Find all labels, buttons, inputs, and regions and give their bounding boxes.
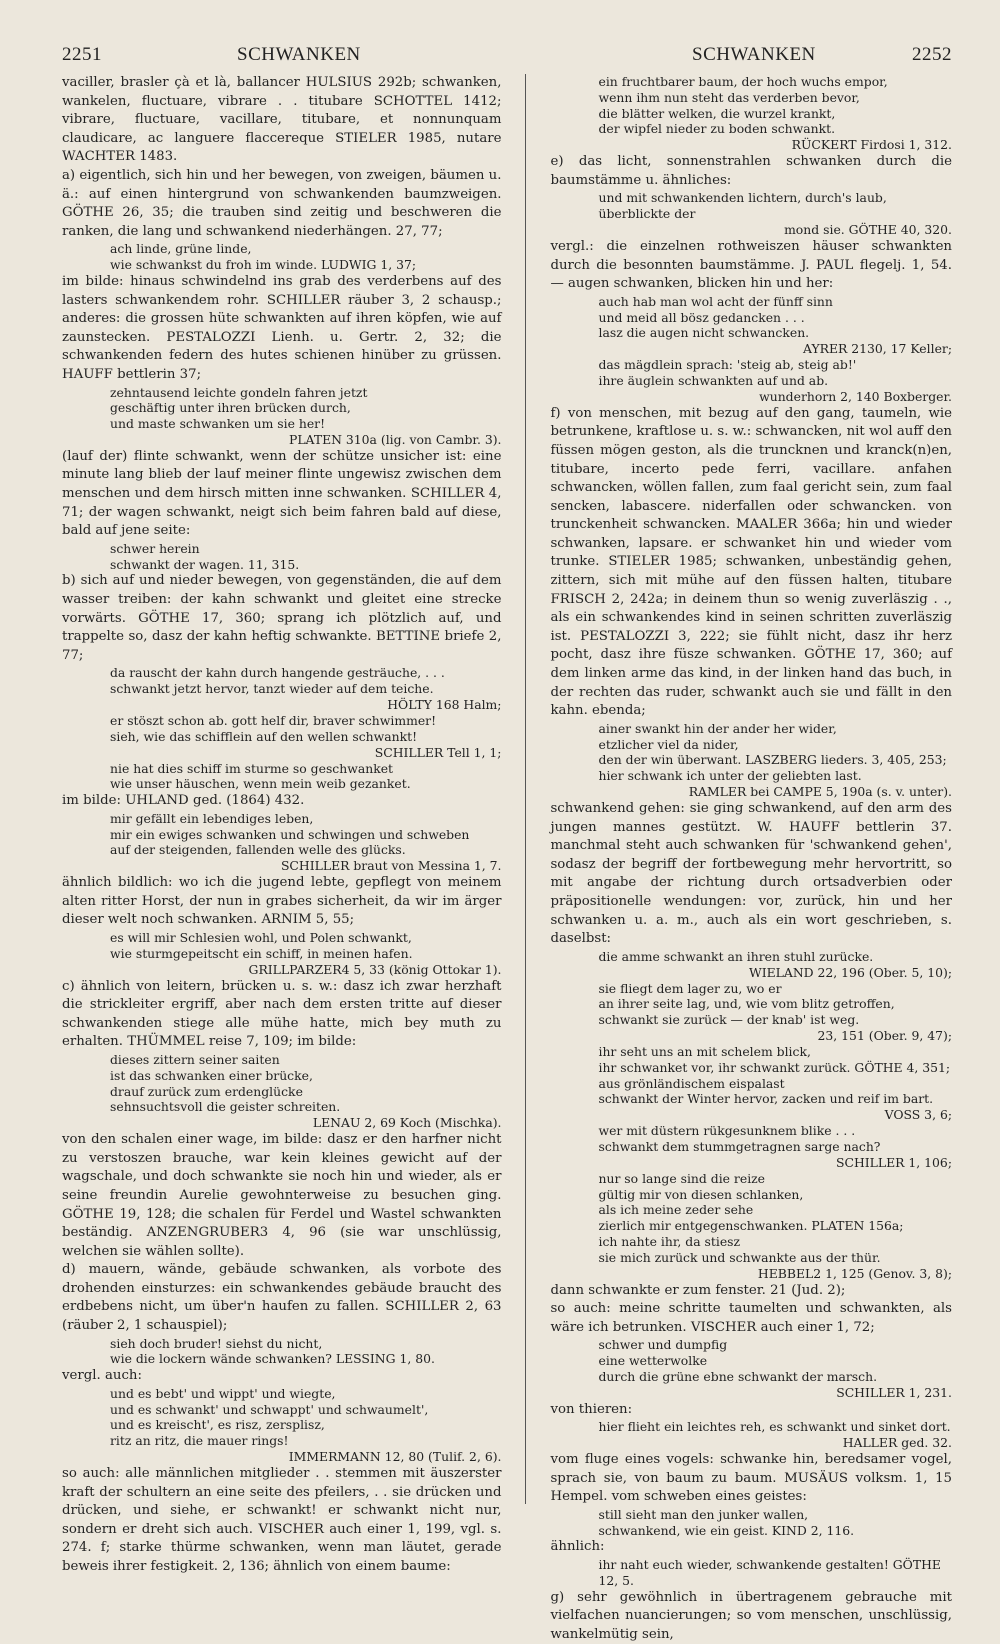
- verse-line: auch hab man wol acht der fünff sinn: [598, 293, 833, 309]
- verse-line: schwer und dumpfig: [598, 1337, 728, 1353]
- verse-line: den der win überwant. LASZBERG lieders. 3, 405, 253;: [598, 752, 947, 768]
- verse-line: wer mit düstern rükgesunknem blike . . .: [598, 1123, 856, 1139]
- entry-paragraph: im bilde: hinaus schwindelnd ins grab des verderbens auf des lasters schwankendem rohr. SCHILLER räuber 3, 2 schausp.; anderes: die grossen hüte schwankten auf ihren köpfen, wie auf zaunstecken. PESTALOZZI Lienh. u. Gertr. 2, 32; die schwankenden federn des hutes schienen hinüber zu grüssen. HAUFF bettlerin 37;: [62, 273, 502, 382]
- verse-line: wenn ihm nun steht das verderben bevor,: [598, 89, 860, 105]
- entry-paragraph: vergl. auch:: [62, 1368, 142, 1384]
- citation-line: WIELAND 22, 196 (Ober. 5, 10);: [748, 964, 952, 980]
- entry-paragraph: b) sich auf und nieder bewegen, von gegenständen, die auf dem wasser treiben: der kahn schwankt und gleitet eine strecke vorwärts. GÖTHE 17, 360; sprang ich plötzlich auf, und trappelte so, dasz der kahn heftig schwankte. BETTINE briefe 2, 77;: [62, 573, 502, 663]
- entry-paragraph: von thieren:: [550, 1401, 633, 1417]
- verse-line: aus grönländischem eispalast: [598, 1075, 785, 1091]
- verse-line: ach linde, grüne linde,: [110, 241, 252, 257]
- verse-line: an ihrer seite lag, und, wie vom blitz getroffen,: [598, 996, 895, 1012]
- citation-line: SCHILLER 1, 106;: [835, 1154, 952, 1170]
- verse-line: mir gefällt ein lebendiges leben,: [110, 810, 314, 826]
- verse-line: die amme schwankt an ihren stuhl zurücke.: [598, 948, 874, 964]
- citation-line: HEBBEL2 1, 125 (Genov. 3, 8);: [757, 1265, 952, 1281]
- verse-line: schwer herein: [110, 540, 200, 556]
- citation-line: wunderhorn 2, 140 Boxberger.: [759, 388, 952, 404]
- verse-line: still sieht man den junker wallen,: [598, 1506, 809, 1522]
- verse-line: sehnsuchtsvoll die geister schreiten.: [110, 1099, 341, 1115]
- entry-paragraph: dann schwankte er zum fenster. 21 (Jud. 2);: [550, 1282, 846, 1298]
- verse-line: hier schwank ich unter der geliebten last.: [598, 768, 862, 784]
- entry-paragraph: so auch: meine schritte taumelten und schwankten, als wäre ich betrunken. VISCHER auch einer 1, 72;: [550, 1301, 952, 1335]
- entry-paragraph: (lauf der) flinte schwankt, wenn der schütze unsicher ist: eine minute lang blieb der lauf meiner flinte ungewisz zwischen dem menschen und dem hirsch mitten inne schwanken. SCHILLER 4, 71; der wagen schwankt, neigt sich beim fahren bald auf diese, bald auf jene seite:: [62, 448, 502, 539]
- verse-line: geschäftig unter ihren brücken durch,: [110, 400, 351, 416]
- citation-line: AYRER 2130, 17 Keller;: [803, 341, 952, 357]
- verse-line: schwankt jetzt hervor, tanzt wieder auf dem teiche.: [110, 681, 434, 697]
- verse-line: es will mir Schlesien wohl, und Polen schwankt,: [110, 929, 412, 945]
- verse-line: mir ein ewiges schwanken und schwingen und schweben: [110, 826, 470, 842]
- verse-line: ritz an ritz, die mauer rings!: [110, 1433, 289, 1449]
- entry-paragraph: vergl.: die einzelnen rothweiszen häuser schwankten durch die besonnten baumstämme. J. PAUL flegelj. 1, 54. — augen schwanken, blicken hin und her:: [550, 238, 952, 292]
- verse-line: lasz die augen nicht schwancken.: [598, 325, 810, 341]
- citation-line: RAMLER bei CAMPE 5, 190a (s. v. unter).: [688, 784, 952, 800]
- entry-paragraph: so auch: alle männlichen mitglieder . . stemmen mit äuszerster kraft der schultern an eine seite des pfeilers, . . sie drücken und drücken, und siehe, er schwankt! er schwankt nicht nur, sondern er dreht sich auch. VISCHER auch einer 1, 199, vgl. s. 274. f; starke thürme schwanken, wenn man läutet, gerade beweis ihrer festigkeit. 2, 136; ähnlich von einem baume:: [62, 1466, 502, 1574]
- verse-line: schwankend, wie ein geist. KIND 2, 116.: [598, 1522, 855, 1538]
- verse-line: ist das schwanken einer brücke,: [110, 1067, 313, 1083]
- entry-paragraph: im bilde: UHLAND ged. (1864) 432.: [62, 793, 305, 809]
- verse-line: ihr naht euch wieder, schwankende gestalten! GÖTHE 12, 5.: [598, 1557, 941, 1588]
- verse-line: schwankt sie zurück — der knab' ist weg.: [598, 1012, 860, 1028]
- verse-line: ainer swankt hin der ander her wider,: [598, 720, 837, 736]
- verse-line: schwankt der Winter hervor, zacken und reif im bart.: [598, 1091, 934, 1107]
- page-number-left: 2251: [62, 44, 102, 65]
- entry-paragraph: a) eigentlich, sich hin und her bewegen, von zweigen, bäumen u. ä.: auf einen hintergrund von schwankenden baumzweigen. GÖTHE 26, 35; die trauben sind zeitig und beschweren die ranken, die lang und schwankend niederhängen. 27, 77;: [62, 167, 502, 239]
- citation-line: HALLER ged. 32.: [842, 1435, 952, 1451]
- running-head-left: SCHWANKEN: [237, 44, 361, 65]
- verse-line: und meid all bösz gedancken . . .: [598, 309, 805, 325]
- verse-line: und mit schwankenden lichtern, durch's laub, überblickte der: [598, 190, 887, 222]
- verse-line: der wipfel nieder zu boden schwankt.: [598, 121, 836, 137]
- verse-line: etzlicher viel da nider,: [598, 736, 739, 752]
- verse-line: er stöszt schon ab. gott helf dir, braver schwimmer!: [110, 713, 437, 729]
- verse-line: ihr seht uns an mit schelem blick,: [598, 1043, 811, 1059]
- verse-line: ich nahte ihr, da stiesz: [598, 1233, 741, 1249]
- entry-paragraph: g) sehr gewöhnlich in übertragenem gebrauche mit vielfachen nuancierungen; so vom menschen, unschlüssig, wankelmütig sein,: [550, 1589, 952, 1642]
- columns: [62, 74, 952, 1642]
- verse-line: sie fliegt dem lager zu, wo er: [598, 980, 782, 996]
- verse-line: sie mich zurück und schwankte aus der thür.: [598, 1249, 881, 1265]
- verse-line: eine wetterwolke: [598, 1353, 708, 1369]
- verse-line: drauf zurück zum erdenglücke: [110, 1083, 303, 1099]
- entry-paragraph: vom fluge eines vogels: schwanke hin, beredsamer vogel, sprach sie, von baum zu baum. MUSÄUS volksm. 1, 15 Hempel. vom schweben eines geistes:: [550, 1452, 952, 1505]
- running-head-right: SCHWANKEN: [692, 44, 816, 65]
- verse-line: ihre äuglein schwankten auf und ab.: [598, 372, 829, 388]
- citation-line: IMMERMANN 12, 80 (Tulif. 2, 6).: [288, 1449, 502, 1465]
- entry-paragraph: ähnlich:: [550, 1539, 605, 1555]
- verse-line: und maste schwanken um sie her!: [110, 416, 326, 432]
- citation-line: PLATEN 310a (lig. von Cambr. 3).: [288, 431, 502, 447]
- verse-line: wie schwankst du froh im winde. LUDWIG 1, 37;: [110, 257, 417, 273]
- entry-paragraph: e) das licht, sonnenstrahlen schwanken durch die baumstämme u. ähnliches:: [550, 154, 952, 188]
- verse-line: wie unser häuschen, wenn mein weib gezanket.: [110, 776, 411, 792]
- verse-line: als ich meine zeder sehe: [598, 1202, 754, 1218]
- left-column: [62, 74, 502, 1574]
- entry-paragraph: von den schalen einer wage, im bilde: dasz er den harfner nicht zu verstoszen brauche, war kein kleines gewicht auf der wagschale, und doch schwankte sie noch hin und wieder, als er seine freundin Aurelie gewohnterweise zu besuchen ging. GÖTHE 19, 128; die schalen für Ferdel und Wastel schwankten beständig. ANZENGRUBER3 4, 96 (sie war unschlüssig, welchen sie wählen sollte).: [62, 1132, 502, 1259]
- page-number-right: 2252: [912, 44, 952, 65]
- verse-line: wie die lockern wände schwanken? LESSING 1, 80.: [110, 1351, 435, 1367]
- entry-paragraph: f) von menschen, mit bezug auf den gang, taumeln, wie betrunkene, kraftlose u. s. w.: schwancken, nit wol auff den füssen mögen geston, als die truncknen und kranck(n)en, titubare, incerto pede ferri, vacillare. anfahen schwancken, wöllen fallen, zum faal gericht sein, zum faal sencken, labascere. niderfallen oder schwancken. von trunckenheit schwancken. MAALER 366a; hin und wieder schwanken, lapsare. er schwanket hin und wieder vom trunke. STIELER 1985; schwanken, unbeständig gehen, zittern, sich mit mühe auf den füssen halten, titubare FRISCH 2, 242a; in deinem thun so wenig zuverläszig . ., als ein schwankendes kind in seinen schritten zuverläszig ist. PESTALOZZI 3, 222; sie fühlt nicht, dasz ihr herz pocht, dasz ihre füsze schwanken. GÖTHE 17, 360; auf dem linken arme das kind, in der linken hand das buch, in der rechten das ruder, schwankt auch sie und fällt in den kahn. ebenda;: [550, 405, 952, 719]
- verse-line: ihr schwanket vor, ihr schwankt zurück. GÖTHE 4, 351;: [598, 1059, 951, 1075]
- citation-line: 23, 151 (Ober. 9, 47);: [817, 1027, 952, 1043]
- verse-line: sieh, wie das schifflein auf den wellen schwankt!: [110, 728, 418, 744]
- verse-line: und es bebt' und wippt' und wiegte,: [110, 1385, 336, 1401]
- verse-line: ein fruchtbarer baum, der hoch wuchs empor,: [598, 74, 888, 89]
- verse-line: nur so lange sind die reize: [598, 1170, 766, 1186]
- entry-paragraph: ähnlich bildlich: wo ich die jugend lebte, gepflegt von meinem alten ritter Horst, der nun in grabes sicherheit, da wir im ärger dieser welt noch schwanken. ARNIM 5, 55;: [62, 875, 502, 928]
- verse-line: dieses zittern seiner saiten: [110, 1051, 280, 1067]
- citation-line: GRILLPARZER4 5, 33 (könig Ottokar 1).: [248, 961, 502, 977]
- verse-line: sieh doch bruder! siehst du nicht,: [110, 1335, 323, 1351]
- verse-line: gültig mir von diesen schlanken,: [598, 1186, 804, 1202]
- verse-line: durch die grüne ebne schwankt der marsch.: [598, 1368, 878, 1384]
- column-rule: [525, 74, 526, 1504]
- verse-line: zierlich mir entgegenschwanken. PLATEN 156a;: [598, 1218, 904, 1234]
- page-header: [62, 40, 952, 74]
- entry-paragraph: c) ähnlich von leitern, brücken u. s. w.: dasz ich zwar herzhaft die strickleiter ergriff, aber nach dem ersten tritte auf dieser schwankenden stiege alle mühe hatte, mich bey muth zu erhalten. THÜMMEL reise 7, 109; im bilde:: [62, 978, 502, 1050]
- entry-paragraph: d) mauern, wände, gebäude schwanken, als vorbote des drohenden einsturzes: ein schwankendes gebäude braucht des erdbebens nicht, um über'n haufen zu fallen. SCHILLER 2, 63 (räuber 2, 1 schauspiel);: [62, 1262, 502, 1334]
- verse-line: und es kreischt', es risz, zersplisz,: [110, 1417, 325, 1433]
- verse-line: da rauscht der kahn durch hangende gesträuche, . . .: [110, 665, 445, 681]
- verse-line: zehntausend leichte gondeln fahren jetzt: [110, 384, 368, 400]
- verse-line: wie sturmgepeitscht ein schiff, in meinen hafen.: [110, 945, 413, 961]
- citation-line: SCHILLER Tell 1, 1;: [374, 744, 502, 760]
- entry-paragraph: schwankend gehen: sie ging schwankend, auf den arm des jungen mannes gestützt. W. HAUFF bettlerin 37. manchmal steht auch schwanken für 'schwankend gehen', sodasz der begriff der fortbewegung mehr hervortritt, so mit angabe der richtung durch ortsadverbien oder präpositionelle wendungen: vor, zurück, hin und her schwanken u. a. m., auch als ein wort geschrieben, s. daselbst:: [550, 801, 952, 947]
- verse-line: schwankt der wagen. 11, 315.: [110, 556, 300, 572]
- citation-line: mond sie. GÖTHE 40, 320.: [784, 221, 952, 237]
- citation-line: VOSS 3, 6;: [884, 1107, 952, 1123]
- verse-line: und es schwankt' und schwappt' und schwaumelt',: [110, 1401, 429, 1417]
- entry-paragraph: vaciller, brasler çà et là, ballancer HULSIUS 292b; schwanken, wankelen, fluctuare, vibrare . . titubare SCHOTTEL 1412; vibrare, fluctuare, vacillare, titubare, et nonnunquam claudicare, ac languere flaccereque STIELER 1985, nutare WACHTER 1483.: [62, 75, 502, 165]
- citation-line: SCHILLER 1, 231.: [836, 1384, 952, 1400]
- citation-line: HÖLTY 168 Halm;: [387, 697, 502, 713]
- verse-line: die blätter welken, die wurzel krankt,: [598, 105, 836, 121]
- verse-line: auf der steigenden, fallenden welle des glücks.: [110, 842, 406, 858]
- verse-line: nie hat dies schiff im sturme so geschwanket: [110, 760, 394, 776]
- citation-line: LENAU 2, 69 Koch (Mischka).: [312, 1115, 502, 1131]
- citation-line: RÜCKERT Firdosi 1, 312.: [791, 137, 952, 153]
- citation-line: SCHILLER braut von Messina 1, 7.: [280, 858, 502, 874]
- right-column: [550, 74, 952, 1642]
- verse-line: schwankt dem stummgetragnen sarge nach?: [598, 1138, 881, 1154]
- verse-line: hier flieht ein leichtes reh, es schwankt und sinket dort.: [598, 1419, 951, 1435]
- verse-line: das mägdlein sprach: 'steig ab, steig ab!': [598, 357, 857, 373]
